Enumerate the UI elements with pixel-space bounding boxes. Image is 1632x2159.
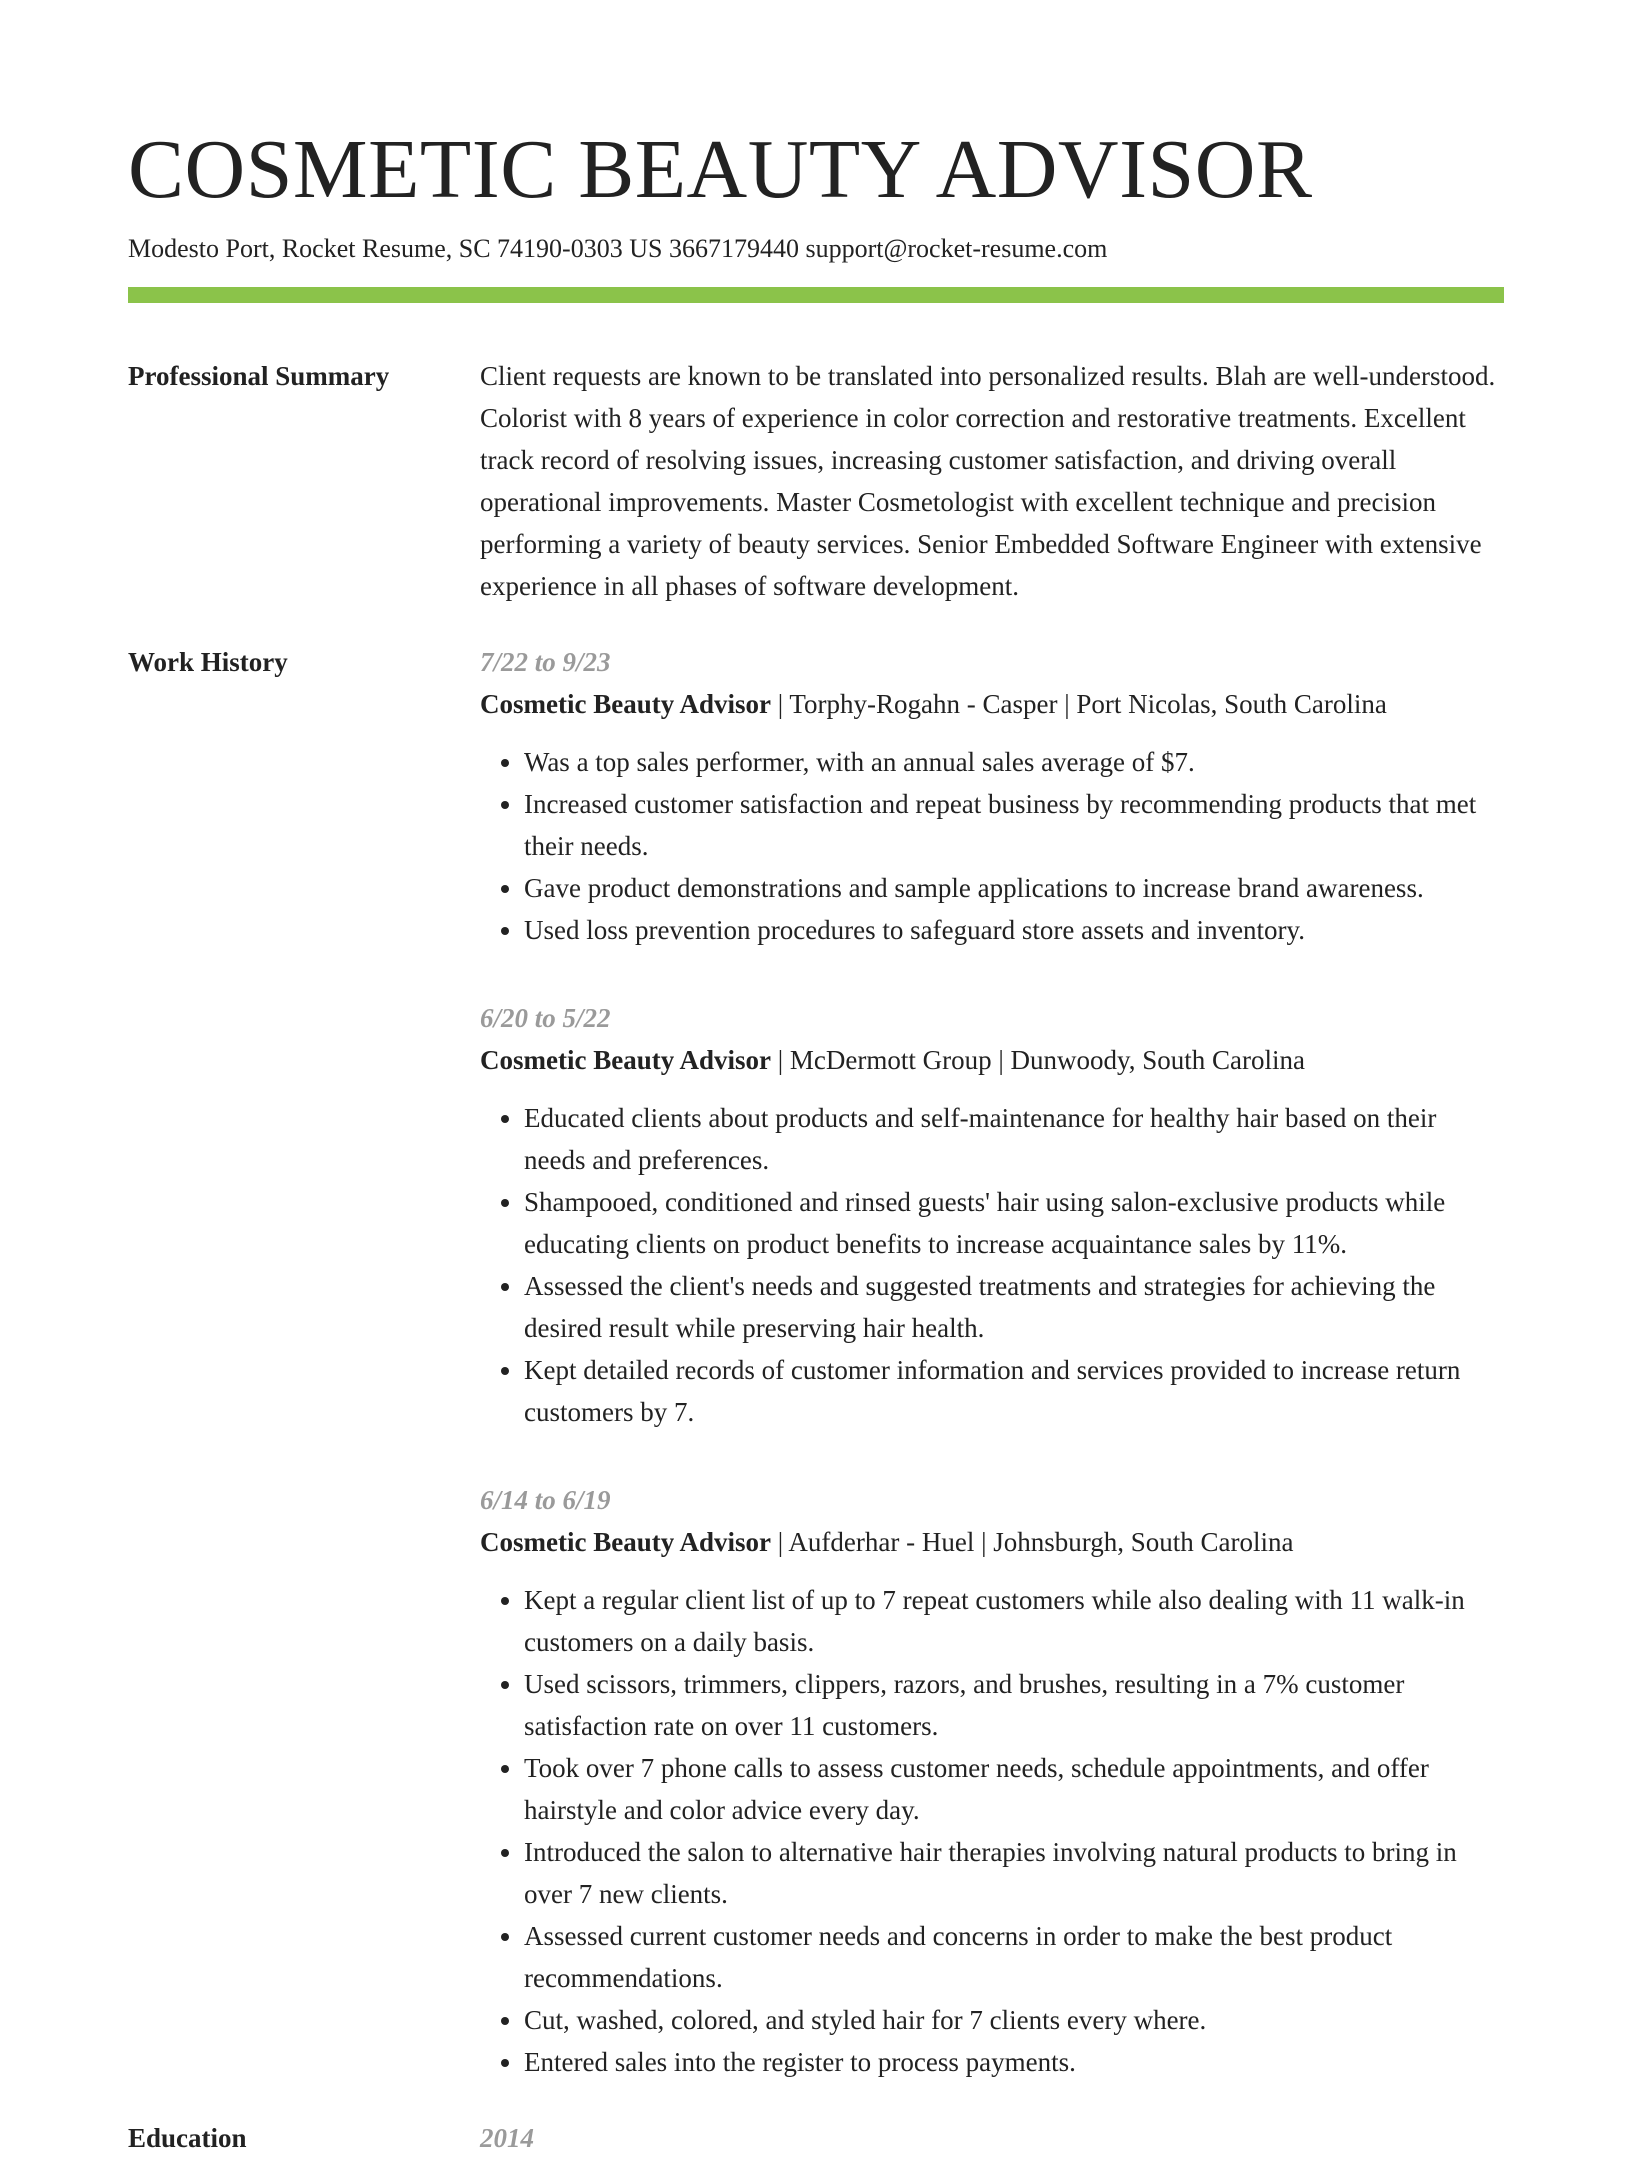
job-dates: 6/20 to 5/22 xyxy=(480,1003,611,1033)
contact-email: support@rocket-resume.com xyxy=(805,234,1108,263)
job-heading xyxy=(480,1039,1504,1081)
summary-body xyxy=(480,355,1504,607)
job-dates: 6/14 to 6/19 xyxy=(480,1485,611,1515)
job-bullet-list xyxy=(480,1579,1504,2083)
job-bullet: • Kept detailed records of customer information and services provided to increase return customers by 7. xyxy=(524,1349,1504,1433)
accent-divider xyxy=(128,287,1504,303)
job-entry xyxy=(480,641,1504,951)
job-details: | McDermott Group | Dunwoody, South Carolina xyxy=(770,1045,1305,1075)
job-bullet: • Shampooed, conditioned and rinsed guests' hair using salon-exclusive products while educating clients on product benefits to increase acquaintance sales by 11%. xyxy=(524,1181,1504,1265)
job-bullet: • Assessed the client's needs and suggested treatments and strategies for achieving the desired result while preserving hair health. xyxy=(524,1265,1504,1349)
work-history-body xyxy=(480,641,1504,2083)
job-title: Cosmetic Beauty Advisor xyxy=(480,1527,771,1557)
contact-phone: 3667179440 xyxy=(668,234,799,263)
resume-name-heading: COSMETIC BEAUTY ADVISOR xyxy=(128,123,1313,216)
job-heading xyxy=(480,683,1504,725)
contact-address: Modesto Port, Rocket Resume, SC 74190-0303 US xyxy=(128,234,663,263)
job-bullet: • Introduced the salon to alternative hair therapies involving natural products to bring in over 7 new clients. xyxy=(524,1831,1504,1915)
job-bullet: • Assessed current customer needs and concerns in order to make the best product recommendations. xyxy=(524,1915,1504,1999)
education-year: 2014 xyxy=(480,2123,534,2153)
section-title-summary: Professional Summary xyxy=(128,361,390,391)
resume-page xyxy=(128,120,1504,2159)
job-bullet: • Took over 7 phone calls to assess customer needs, schedule appointments, and offer hairstyle and color advice every day. xyxy=(524,1747,1504,1831)
section-title-education: Education xyxy=(128,2123,247,2153)
job-title: Cosmetic Beauty Advisor xyxy=(480,1045,771,1075)
job-bullet-list xyxy=(480,741,1504,951)
job-dates: 7/22 to 9/23 xyxy=(480,647,611,677)
job-details: | Torphy-Rogahn - Casper | Port Nicolas, South Carolina xyxy=(770,689,1387,719)
job-bullet: • Kept a regular client list of up to 7 repeat customers while also dealing with 11 walk-in customers on a daily basis. xyxy=(524,1579,1504,1663)
job-entry xyxy=(480,997,1504,1433)
job-bullet: • Was a top sales performer, with an annual sales average of $7. xyxy=(524,741,1504,783)
job-bullet: • Used scissors, trimmers, clippers, razors, and brushes, resulting in a 7% customer satisfaction rate on over 11 customers. xyxy=(524,1663,1504,1747)
job-bullet: • Educated clients about products and self-maintenance for healthy hair based on their needs and preferences. xyxy=(524,1097,1504,1181)
job-bullet: • Gave product demonstrations and sample applications to increase brand awareness. xyxy=(524,867,1504,909)
professional-summary-section xyxy=(128,355,1504,607)
job-bullet: • Cut, washed, colored, and styled hair for 7 clients every where. xyxy=(524,1999,1504,2041)
education-section xyxy=(128,2117,1504,2159)
job-title: Cosmetic Beauty Advisor xyxy=(480,689,771,719)
work-history-section xyxy=(128,641,1504,2083)
contact-line xyxy=(128,232,1504,266)
summary-text: Client requests are known to be translated into personalized results. Blah are well-understood. Colorist with 8 years of experience in color correction and restorative treatments. Excellent track record of resolving issues, increasing customer satisfaction, and driving overall operational improvements. Master Cosmetologist with excellent technique and precision performing a variety of beauty services. Senior Embedded Software Engineer with extensive experience in all phases of software development. xyxy=(480,361,1496,601)
job-entry xyxy=(480,1479,1504,2083)
job-bullet: • Entered sales into the register to process payments. xyxy=(524,2041,1504,2083)
job-bullet: • Used loss prevention procedures to safeguard store assets and inventory. xyxy=(524,909,1504,951)
education-body xyxy=(480,2117,1504,2159)
job-bullet: • Increased customer satisfaction and repeat business by recommending products that met their needs. xyxy=(524,783,1504,867)
section-title-work-history: Work History xyxy=(128,647,288,677)
job-bullet-list xyxy=(480,1097,1504,1433)
job-heading xyxy=(480,1521,1504,1563)
job-details: | Aufderhar - Huel | Johnsburgh, South Carolina xyxy=(770,1527,1294,1557)
